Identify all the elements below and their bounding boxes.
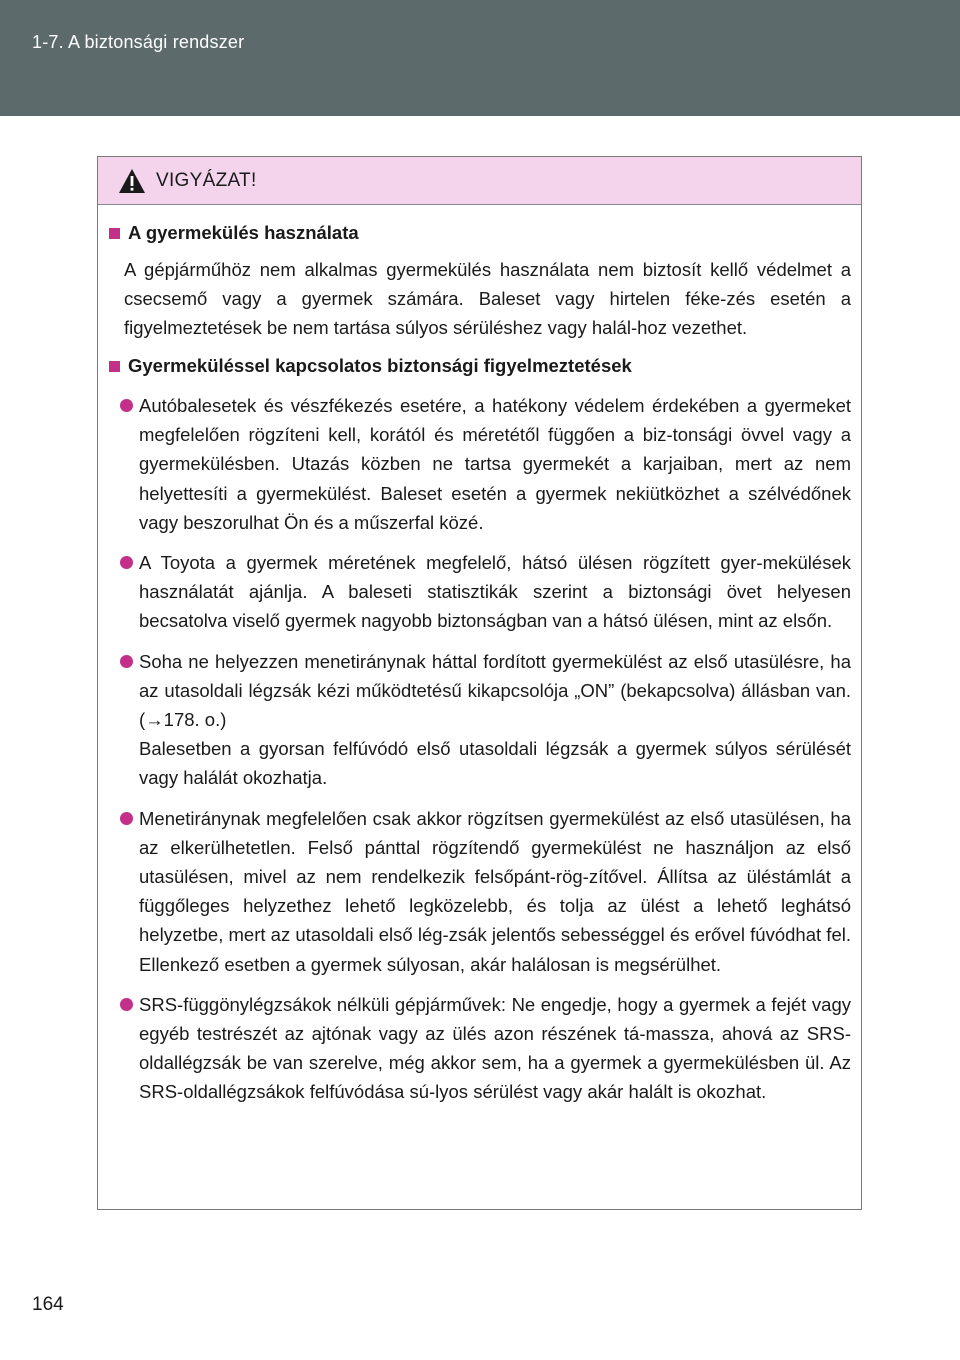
bullet-text: Autóbalesetek és vészfékezés esetére, a hatékony védelem érdekében a gyermeket megfelelően rögzíteni kell, korától és méretétől függően a biz-tonsági övvel vagy a gyermekülésben. Utazás közben ne tartsa gyermekét a karjaiban, mert az nem helyettesíti a gyermekülést. Baleset esetén a gyermek nekiütközhet a szélvédőnek vagy beszorulhat Ön és a műszerfal közé. — [139, 395, 851, 533]
square-bullet-icon — [109, 228, 120, 239]
bullet-item — [109, 804, 851, 979]
square-bullet-icon — [109, 361, 120, 372]
bullet-item — [109, 548, 851, 636]
section-title: 1-7. A biztonsági rendszer — [32, 32, 245, 52]
page-number: 164 — [32, 1294, 64, 1315]
bullet-text: A Toyota a gyermek méretének megfelelő, hátsó ülésen rögzített gyer-mekülések használatát ajánlja. A baleseti statisztikák szerint a biztonsági övet helyesen becsatolva viselő gyermek nagyobb biztonságban van a hátsó ülésen, mint az elsőn. — [139, 552, 851, 632]
section-heading-text: A gyermekülés használata — [128, 222, 359, 243]
round-bullet-icon — [120, 812, 133, 825]
section-heading-child-seat-use — [109, 219, 851, 247]
bullet-item — [109, 647, 851, 793]
bullet-item — [109, 391, 851, 537]
bullet-text: Menetiránynak megfelelően csak akkor rögzítsen gyermekülést az első utasülésen, ha az elkerülhetetlen. Felső pánttal rögzítendő gyermekülést ne használjon az első utasülésen, mivel az nem rendelkezik felsőpánt-rög-zítővel. Állítsa az üléstámlát a függőleges helyzethez lehető legközelebb, és tolja az ülést a lehető leghátsó helyzetbe, mert az utasoldali első lég-zsák jelentős sebességgel és erővel fúvódhat fel. Ellenkező esetben a gyermek súlyosan, akár halálosan is megsérülhet. — [139, 807, 851, 975]
section-heading-safety-warnings — [109, 352, 851, 380]
round-bullet-icon — [120, 399, 133, 412]
header-band — [0, 0, 960, 116]
bullet-text: Soha ne helyezzen menetiránynak háttal fordított gyermekülést az első utasülésre, ha az utasoldali légzsák kézi működtetésű kikapcsolója „ON” (bekapcsolva) állásban van. (→178. o.) — [139, 650, 851, 731]
bullet-item — [109, 990, 851, 1107]
bullet-text: SRS-függönylégzsákok nélküli gépjárművek: Ne engedje, hogy a gyermek a fejét vagy egyéb testrészét az ajtónak vagy az ülés azon részének tá-massza, ahová az SRS-oldallégzsák be van szerelve, még akkor sem, ha a gyermek a gyermekülésben ül. Az SRS-oldallégzsákok felfúvódása sú-lyos sérülést vagy akár halált is okozhat. — [139, 993, 851, 1103]
caution-header — [98, 157, 861, 205]
round-bullet-icon — [120, 655, 133, 668]
caution-label: VIGYÁZAT! — [156, 169, 257, 191]
section-heading-text: Gyermeküléssel kapcsolatos biztonsági figyelmeztetések — [128, 355, 632, 376]
section-paragraph: A gépjárműhöz nem alkalmas gyermekülés használata nem biztosít kellő védelmet a csecsemő vagy a gyermek számára. Baleset vagy hirtelen féke-zés esetén a figyelmeztetések be nem tartása súlyos sérüléshez vagy halál-hoz vezethet. — [124, 259, 851, 338]
round-bullet-icon — [120, 998, 133, 1011]
round-bullet-icon — [120, 556, 133, 569]
caution-body — [98, 205, 861, 1107]
warning-triangle-icon — [118, 168, 146, 194]
caution-box — [97, 156, 862, 1210]
bullet-text-continuation: Balesetben a gyorsan felfúvódó első utasoldali légzsák a gyermek súlyos sérülését vagy halálát okozhatja. — [139, 738, 851, 789]
